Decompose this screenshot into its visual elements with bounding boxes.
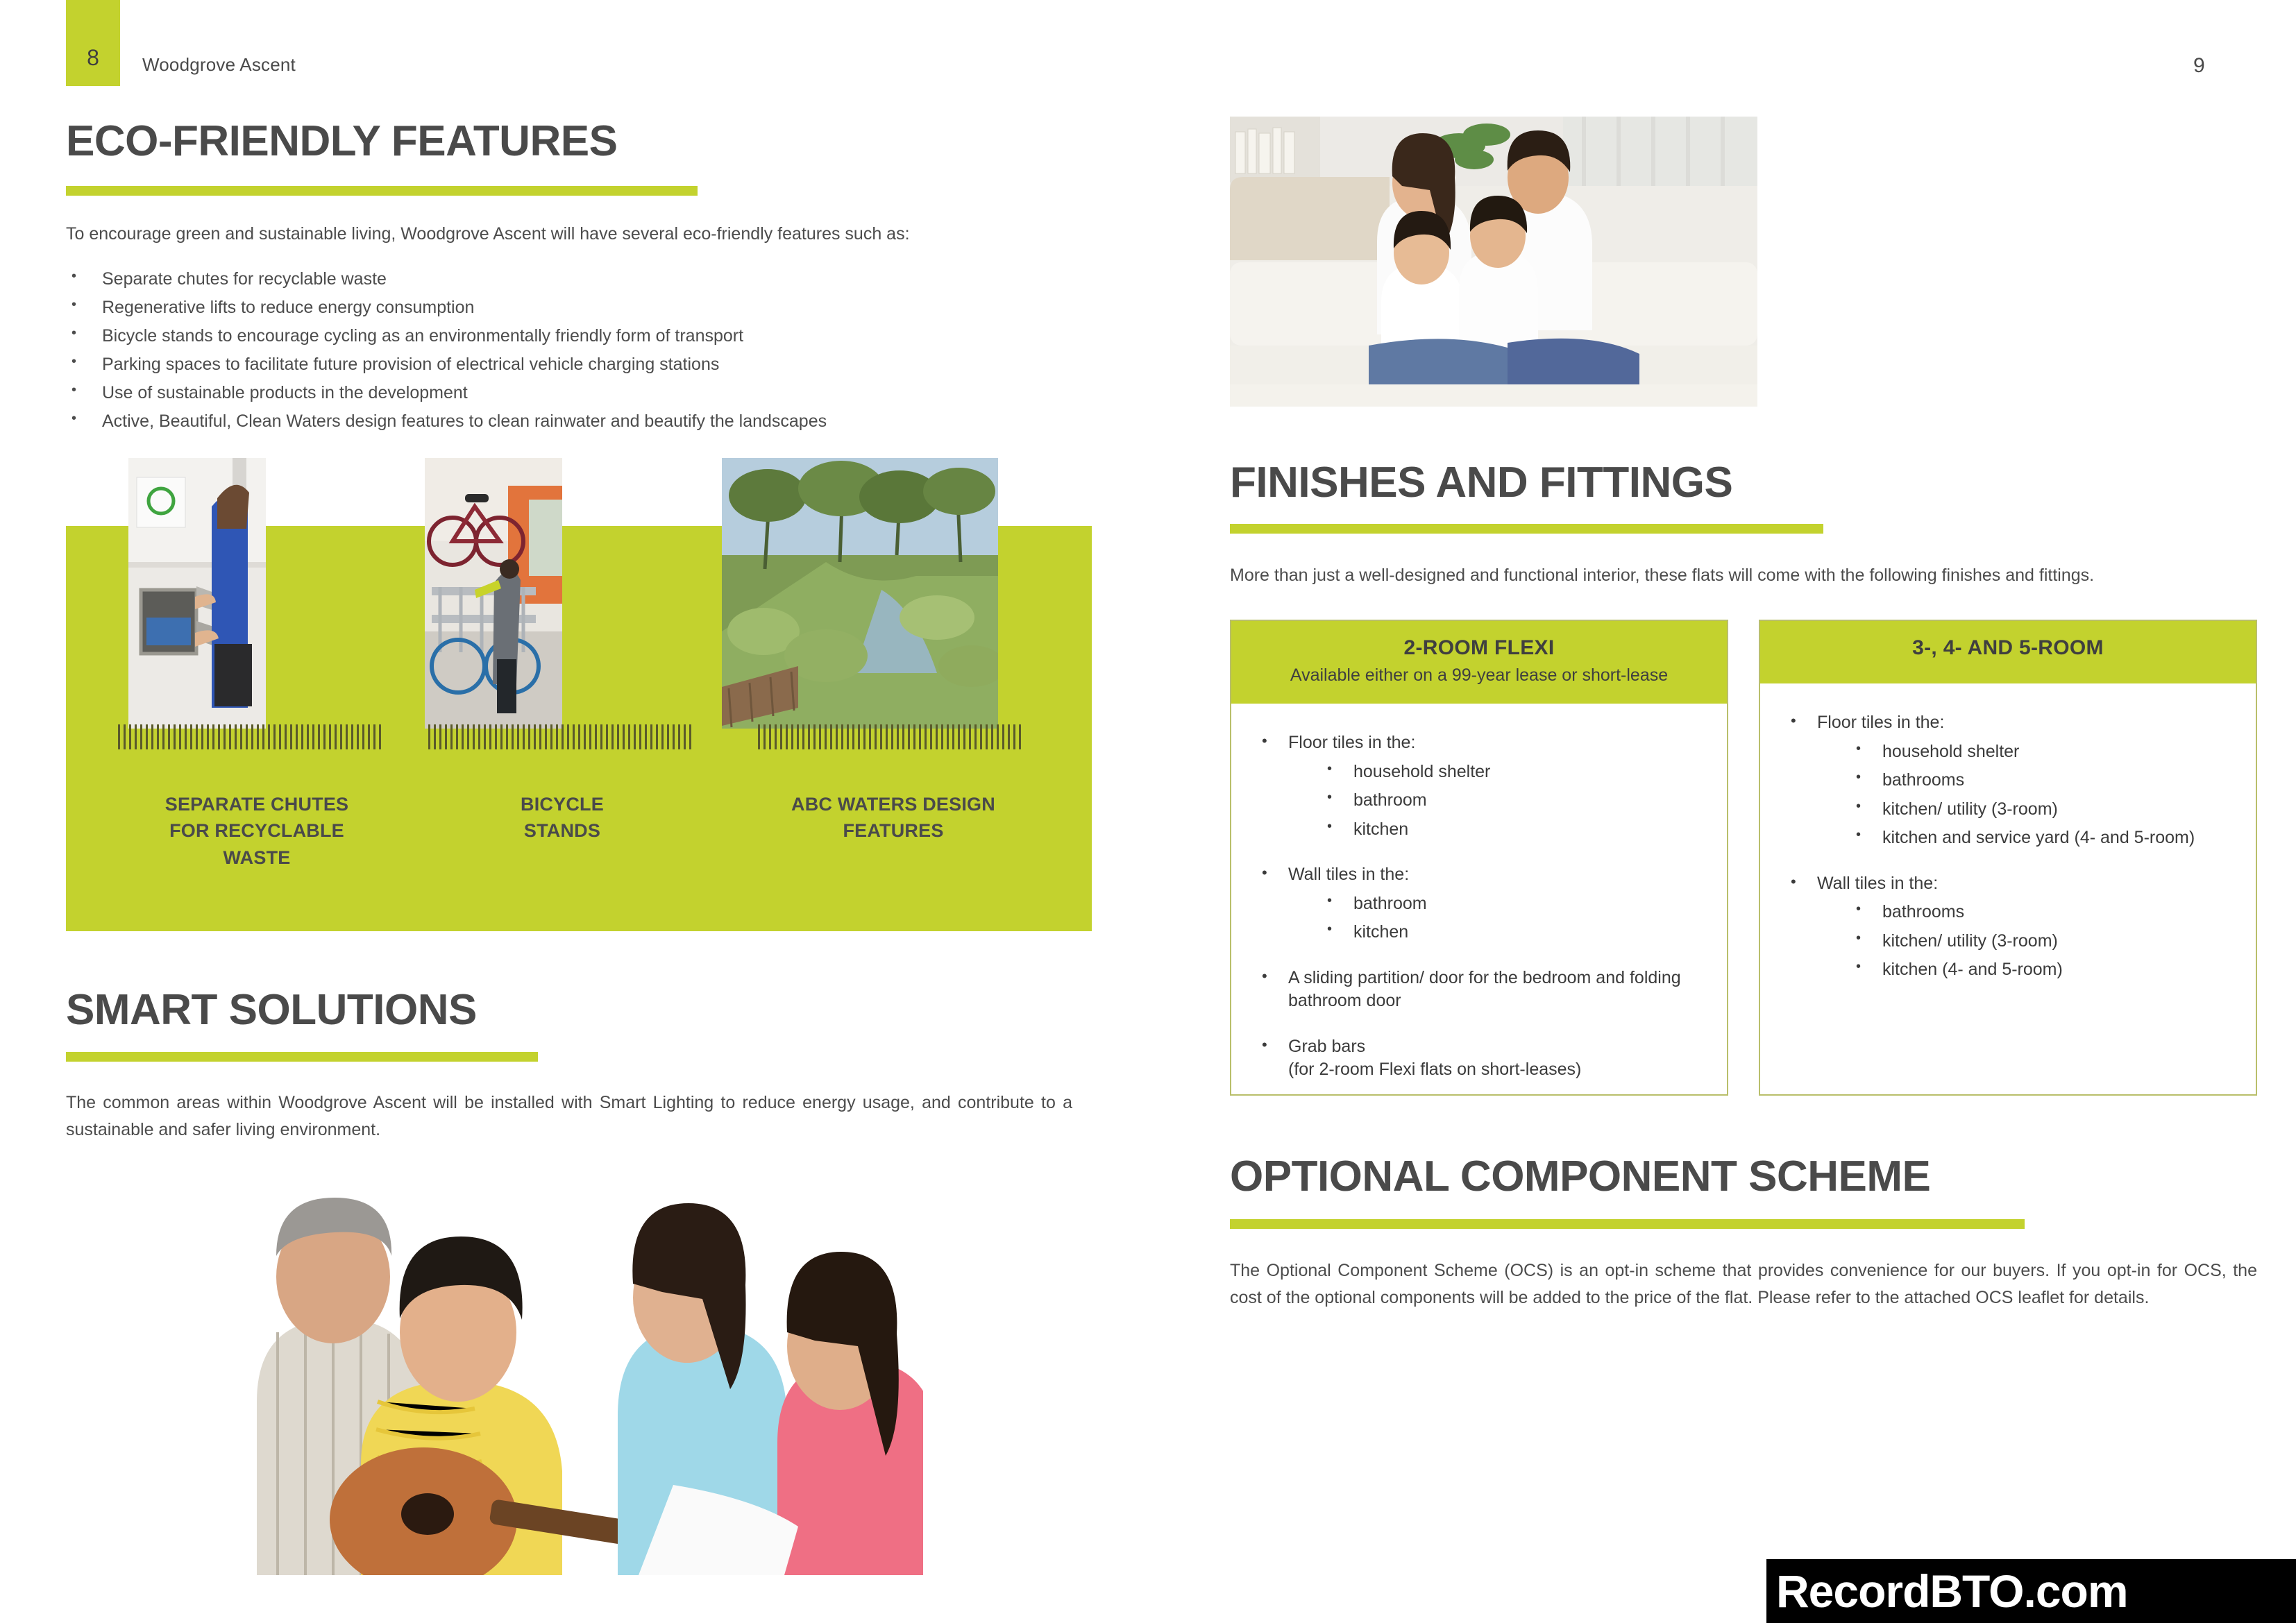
divider-tick xyxy=(428,724,430,749)
page-number-right: 9 xyxy=(2193,54,2205,77)
divider-tick xyxy=(667,724,669,749)
caption-divider-3 xyxy=(758,724,1036,749)
watermark-banner xyxy=(1766,1559,2296,1623)
divider-tick xyxy=(262,724,264,749)
eco-feature-item: • Regenerative lifts to reduce energy consumption xyxy=(66,294,1072,322)
divider-tick xyxy=(684,724,686,749)
divider-tick xyxy=(836,724,838,749)
divider-tick xyxy=(1019,724,1021,749)
divider-tick xyxy=(489,724,491,749)
divider-tick xyxy=(980,724,982,749)
finishes-subitem: • bathrooms xyxy=(1852,769,2232,792)
divider-tick xyxy=(908,724,910,749)
divider-tick xyxy=(556,724,558,749)
divider-tick xyxy=(279,724,281,749)
divider-tick xyxy=(902,724,904,749)
finishes-item: • Wall tiles in the: • bathrooms • kitchen/ utility (3-room) • kitchen (4- and 5-room) xyxy=(1787,872,2232,982)
divider-tick xyxy=(830,724,832,749)
divider-tick xyxy=(595,724,597,749)
divider-tick xyxy=(763,724,766,749)
divider-tick xyxy=(611,724,614,749)
divider-tick xyxy=(340,724,342,749)
divider-tick xyxy=(351,724,353,749)
finishes-subitem: • bathroom xyxy=(1323,789,1703,813)
finishes-subitem: • household shelter xyxy=(1323,760,1703,784)
divider-tick xyxy=(179,724,181,749)
divider-tick xyxy=(151,724,153,749)
divider-tick xyxy=(1002,724,1004,749)
ocs-paragraph: The Optional Component Scheme (OCS) is an opt-in scheme that provides convenience for our buyers. If you opt-in for OCS, the cost of the optional components will be added to the price of the flat. Please refer to the attached OCS leaflet for details. xyxy=(1230,1261,2257,1307)
divider-tick xyxy=(997,724,999,749)
divider-tick xyxy=(769,724,771,749)
divider-tick xyxy=(819,724,821,749)
divider-tick xyxy=(958,724,960,749)
bicycle-stands-illustration xyxy=(425,458,562,729)
smart-solutions-heading: SMART SOLUTIONS xyxy=(66,986,477,1034)
divider-tick xyxy=(185,724,187,749)
divider-tick xyxy=(301,724,303,749)
divider-tick xyxy=(445,724,447,749)
page-number-left: 8 xyxy=(87,45,99,70)
finishes-box-2-room-flexi xyxy=(1230,620,1728,1096)
eco-feature-list xyxy=(66,265,1072,436)
eco-feature-item: • Active, Beautiful, Clean Waters design features to clean rainwater and beautify the landscapes xyxy=(66,407,1072,436)
divider-tick xyxy=(891,724,893,749)
divider-tick xyxy=(539,724,541,749)
finishes-heading: FINISHES AND FITTINGS xyxy=(1230,459,1733,507)
divider-tick xyxy=(290,724,292,749)
divider-tick xyxy=(1008,724,1010,749)
divider-tick xyxy=(190,724,192,749)
finishes-box-body xyxy=(1231,704,1727,1096)
divider-tick xyxy=(562,724,564,749)
divider-tick xyxy=(897,724,899,749)
divider-tick xyxy=(373,724,375,749)
photo-abc-waters xyxy=(722,458,998,729)
finishes-subitem: • bathrooms xyxy=(1852,901,2232,924)
finishes-box-subtitle: Available either on a 99-year lease or short-lease xyxy=(1290,665,1669,685)
finishes-rule xyxy=(1230,524,1823,534)
finishes-subitem: • kitchen/ utility (3-room) xyxy=(1852,930,2232,953)
divider-tick xyxy=(606,724,608,749)
divider-tick xyxy=(512,724,514,749)
divider-tick xyxy=(140,724,142,749)
divider-tick xyxy=(362,724,364,749)
eco-friendly-heading: ECO-FRIENDLY FEATURES xyxy=(66,117,618,165)
divider-tick xyxy=(919,724,921,749)
divider-tick xyxy=(1013,724,1015,749)
divider-tick xyxy=(246,724,248,749)
divider-tick xyxy=(936,724,938,749)
divider-tick xyxy=(168,724,170,749)
photo-finishes-family xyxy=(1230,117,1757,407)
divider-tick xyxy=(963,724,965,749)
divider-tick xyxy=(791,724,793,749)
divider-tick xyxy=(567,724,569,749)
divider-tick xyxy=(578,724,580,749)
eco-feature-item: • Use of sustainable products in the development xyxy=(66,379,1072,407)
divider-tick xyxy=(296,724,298,749)
divider-tick xyxy=(251,724,253,749)
divider-tick xyxy=(207,724,209,749)
smart-solutions-rule xyxy=(66,1052,538,1062)
divider-tick xyxy=(986,724,988,749)
divider-tick xyxy=(439,724,441,749)
divider-tick xyxy=(484,724,486,749)
divider-tick xyxy=(506,724,508,749)
divider-tick xyxy=(450,724,453,749)
divider-tick xyxy=(797,724,799,749)
photo-bicycle-stands xyxy=(425,458,562,729)
divider-tick xyxy=(478,724,480,749)
caption-divider-1 xyxy=(118,724,396,749)
divider-tick xyxy=(329,724,331,749)
divider-tick xyxy=(118,724,120,749)
divider-tick xyxy=(678,724,680,749)
divider-tick xyxy=(318,724,320,749)
divider-tick xyxy=(495,724,497,749)
watermark-text: RecordBTO.com xyxy=(1776,1565,2128,1617)
divider-tick xyxy=(273,724,276,749)
divider-tick xyxy=(135,724,137,749)
divider-tick xyxy=(689,724,691,749)
finishes-subitem-list xyxy=(1852,740,2232,850)
divider-tick xyxy=(534,724,536,749)
divider-tick xyxy=(500,724,503,749)
finishes-subitem-list xyxy=(1323,760,1703,842)
divider-tick xyxy=(517,724,519,749)
divider-tick xyxy=(218,724,220,749)
finishes-item: • Floor tiles in the: • household shelter • bathroom • kitchen xyxy=(1258,731,1703,841)
finishes-box-header xyxy=(1760,621,2256,683)
divider-tick xyxy=(434,724,436,749)
divider-tick xyxy=(235,724,237,749)
finishes-box-header xyxy=(1231,621,1727,704)
divider-tick xyxy=(634,724,636,749)
page-number-block-left xyxy=(66,0,120,86)
divider-tick xyxy=(146,724,148,749)
divider-tick xyxy=(974,724,977,749)
divider-tick xyxy=(808,724,810,749)
family-guitar-illustration xyxy=(229,1173,923,1575)
abc-waters-landscape-illustration xyxy=(722,458,998,729)
eco-feature-item: • Bicycle stands to encourage cycling as an environmentally friendly form of transport xyxy=(66,322,1072,350)
finishes-item: • Grab bars (for 2-room Flexi flats on short-leases) xyxy=(1258,1035,1703,1082)
divider-tick xyxy=(162,724,164,749)
divider-tick xyxy=(880,724,882,749)
divider-tick xyxy=(357,724,359,749)
divider-tick xyxy=(174,724,176,749)
finishes-subitem: • kitchen xyxy=(1323,921,1703,944)
divider-tick xyxy=(462,724,464,749)
divider-tick xyxy=(802,724,804,749)
divider-tick xyxy=(528,724,530,749)
divider-tick xyxy=(875,724,877,749)
divider-tick xyxy=(673,724,675,749)
divider-tick xyxy=(550,724,552,749)
divider-tick xyxy=(456,724,458,749)
recycling-chute-illustration xyxy=(128,458,266,729)
divider-tick xyxy=(584,724,586,749)
finishes-subitem: • household shelter xyxy=(1852,740,2232,764)
finishes-item: • Wall tiles in the: • bathroom • kitchen xyxy=(1258,863,1703,944)
divider-tick xyxy=(467,724,469,749)
divider-tick xyxy=(201,724,203,749)
caption-divider-2 xyxy=(428,724,706,749)
divider-tick xyxy=(124,724,126,749)
divider-tick xyxy=(952,724,954,749)
divider-tick xyxy=(825,724,827,749)
divider-tick xyxy=(268,724,270,749)
divider-tick xyxy=(196,724,198,749)
divider-tick xyxy=(623,724,625,749)
divider-tick xyxy=(323,724,326,749)
caption-abc-waters: ABC WATERS DESIGN FEATURES xyxy=(791,794,995,842)
photo-smart-solutions-family xyxy=(229,1173,923,1575)
divider-tick xyxy=(628,724,630,749)
divider-tick xyxy=(346,724,348,749)
eco-friendly-rule xyxy=(66,186,698,196)
divider-tick xyxy=(639,724,641,749)
family-living-room-illustration xyxy=(1230,117,1757,407)
divider-tick xyxy=(307,724,309,749)
divider-tick xyxy=(212,724,214,749)
divider-tick xyxy=(129,724,131,749)
finishes-subitem: • kitchen xyxy=(1323,818,1703,842)
divider-tick xyxy=(941,724,943,749)
divider-tick xyxy=(573,724,575,749)
divider-tick xyxy=(858,724,860,749)
finishes-box-body xyxy=(1760,683,2256,996)
divider-tick xyxy=(523,724,525,749)
divider-tick xyxy=(473,724,475,749)
divider-tick xyxy=(240,724,242,749)
divider-tick xyxy=(650,724,652,749)
divider-tick xyxy=(869,724,871,749)
divider-tick xyxy=(379,724,381,749)
divider-tick xyxy=(656,724,658,749)
divider-tick xyxy=(780,724,782,749)
divider-tick xyxy=(545,724,547,749)
divider-tick xyxy=(852,724,854,749)
ocs-heading: OPTIONAL COMPONENT SCHEME xyxy=(1230,1153,1931,1200)
caption-bicycle-stands: BICYCLE STANDS xyxy=(521,794,604,842)
divider-tick xyxy=(229,724,231,749)
smart-solutions-paragraph: The common areas within Woodgrove Ascent will be installed with Smart Lighting to reduce energy usage, and contribute to a sustainable and safer living environment. xyxy=(66,1093,1072,1139)
finishes-box-3-4-5-room xyxy=(1759,620,2257,1096)
finishes-subitem-list xyxy=(1852,901,2232,982)
divider-tick xyxy=(913,724,915,749)
finishes-intro-paragraph: More than just a well-designed and functional interior, these flats will come with the following finishes and fittings. xyxy=(1230,566,2095,585)
photo-separate-chutes xyxy=(128,458,266,729)
eco-feature-item: • Parking spaces to facilitate future provision of electrical vehicle charging stations xyxy=(66,350,1072,379)
divider-tick xyxy=(368,724,370,749)
divider-tick xyxy=(758,724,760,749)
finishes-item: • Floor tiles in the: • household shelter • bathrooms • kitchen/ utility (3-room) • kitchen and service yard (4- and 5-room) xyxy=(1787,711,2232,850)
divider-tick xyxy=(600,724,602,749)
header-project-title: Woodgrove Ascent xyxy=(142,54,296,75)
finishes-subitem: • kitchen and service yard (4- and 5-room) xyxy=(1852,826,2232,850)
finishes-box-title: 2-ROOM FLEXI xyxy=(1403,636,1555,659)
divider-tick xyxy=(157,724,159,749)
divider-tick xyxy=(661,724,664,749)
finishes-subitem: • bathroom xyxy=(1323,892,1703,916)
eco-feature-item: • Separate chutes for recyclable waste xyxy=(66,265,1072,294)
divider-tick xyxy=(257,724,259,749)
divider-tick xyxy=(645,724,647,749)
divider-tick xyxy=(223,724,226,749)
divider-tick xyxy=(863,724,866,749)
finishes-subitem-list xyxy=(1323,892,1703,944)
divider-tick xyxy=(847,724,849,749)
caption-separate-chutes: SEPARATE CHUTES FOR RECYCLABLE WASTE xyxy=(164,794,349,868)
divider-tick xyxy=(617,724,619,749)
divider-tick xyxy=(969,724,971,749)
divider-tick xyxy=(925,724,927,749)
divider-tick xyxy=(813,724,816,749)
finishes-subitem: • kitchen/ utility (3-room) xyxy=(1852,798,2232,822)
eco-intro-paragraph: To encourage green and sustainable living, Woodgrove Ascent will have several eco-friendly features such as: xyxy=(66,224,910,244)
divider-tick xyxy=(991,724,993,749)
divider-tick xyxy=(312,724,314,749)
divider-tick xyxy=(947,724,949,749)
divider-tick xyxy=(285,724,287,749)
divider-tick xyxy=(786,724,788,749)
ocs-rule xyxy=(1230,1219,2025,1229)
divider-tick xyxy=(589,724,591,749)
divider-tick xyxy=(930,724,932,749)
finishes-box-title: 3-, 4- AND 5-ROOM xyxy=(1912,636,2104,659)
divider-tick xyxy=(335,724,337,749)
finishes-subitem: • kitchen (4- and 5-room) xyxy=(1852,958,2232,982)
divider-tick xyxy=(841,724,843,749)
finishes-item: • A sliding partition/ door for the bedroom and folding bathroom door xyxy=(1258,967,1703,1013)
divider-tick xyxy=(886,724,888,749)
divider-tick xyxy=(775,724,777,749)
